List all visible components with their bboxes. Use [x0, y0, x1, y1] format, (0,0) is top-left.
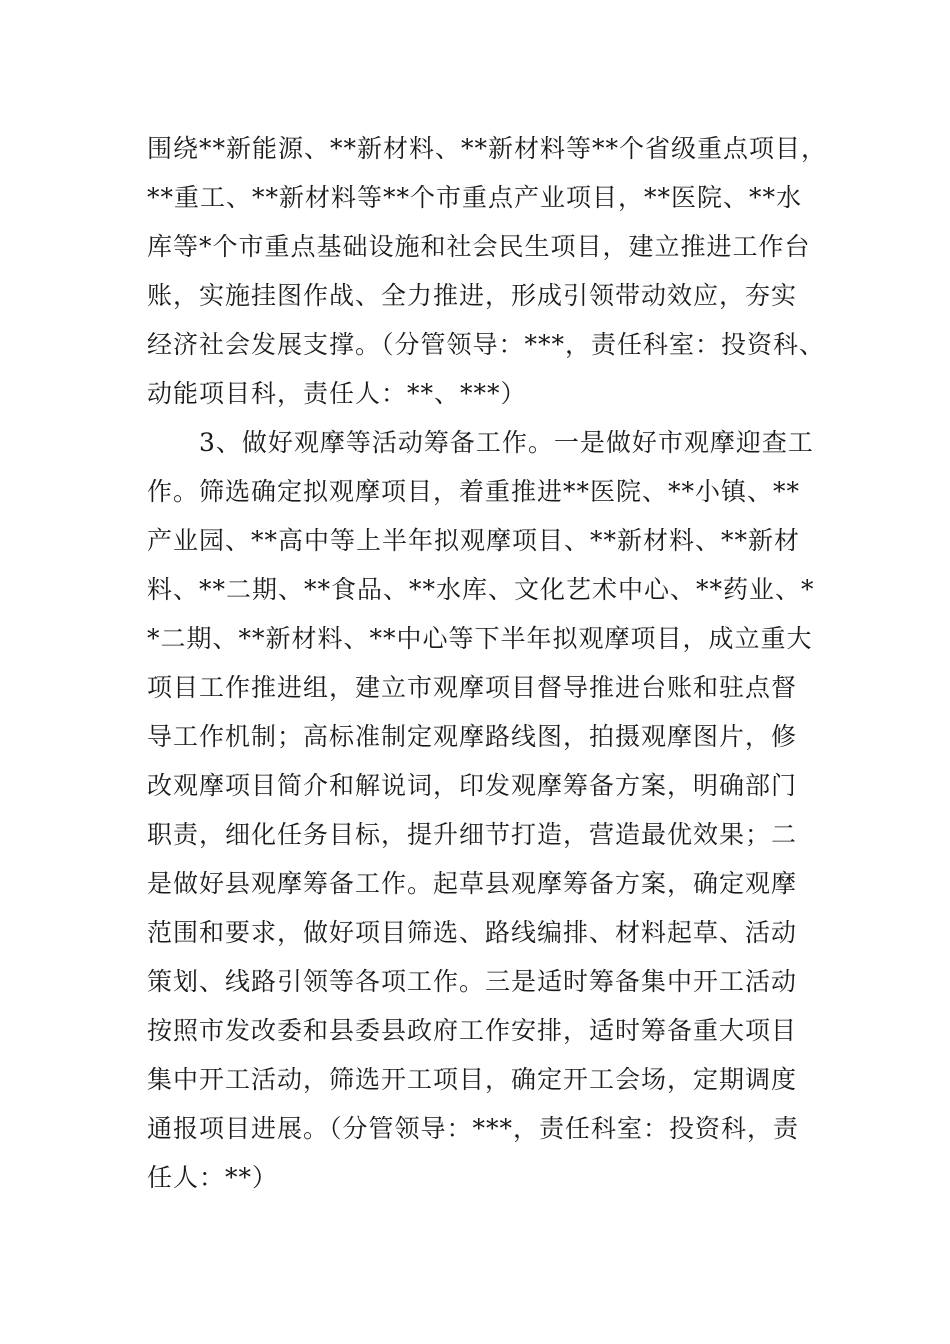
text-line: 改观摩项目简介和解说词，印发观摩筹备方案，明确部门: [147, 771, 798, 800]
text-line: 任人：**）: [147, 1163, 279, 1192]
text-line: 作。筛选确定拟观摩项目，着重推进**医院、**小镇、**: [147, 477, 801, 506]
text-line: 产业园、**高中等上半年拟观摩项目、**新材料、**新材: [147, 526, 801, 555]
text-line: 库等*个市重点基础设施和社会民生项目，建立推进工作台: [147, 232, 811, 261]
text-line: 导工作机制；高标准制定观摩路线图，拍摄观摩图片，修: [147, 722, 798, 751]
text-line: **重工、**新材料等**个市重点产业项目，**医院、**水: [147, 183, 803, 212]
text-line: 是做好县观摩筹备工作。起草县观摩筹备方案，确定观摩: [147, 869, 798, 898]
paragraph-major-projects: [147, 124, 847, 418]
text-line: 动能项目科，责任人：**、***）: [147, 379, 527, 408]
text-line: 范围和要求，做好项目筛选、路线编排、材料起草、活动: [147, 918, 798, 947]
text-line: 按照市发改委和县委县政府工作安排，适时筹备重大项目: [147, 1016, 798, 1045]
text-line: 围绕**新能源、**新材料、**新材料等**个省级重点项目，: [147, 134, 828, 163]
text-line: 策划、线路引领等各项工作。三是适时筹备集中开工活动: [147, 967, 798, 996]
text-line: 经济社会发展支撑。（分管领导：***，责任科室：投资科、: [147, 330, 826, 359]
text-line: 通报项目进展。（分管领导：***，责任科室：投资科，责: [147, 1114, 800, 1143]
text-line-first: 3、做好观摩等活动筹备工作。一是做好市观摩迎查工: [199, 428, 814, 457]
text-line: *二期、**新材料、**中心等下半年拟观摩项目，成立重大: [147, 624, 813, 653]
text-line: 职责，细化任务目标，提升细节打造，营造最优效果；二: [147, 820, 798, 849]
text-line: 项目工作推进组，建立市观摩项目督导推进台账和驻点督: [147, 673, 798, 702]
paragraph-observation-preparation: [147, 418, 847, 1202]
text-line: 账，实施挂图作战、全力推进，形成引领带动效应，夯实: [147, 281, 798, 310]
text-line: 料、**二期、**食品、**水库、文化艺术中心、**药业、*: [147, 575, 815, 604]
text-line: 集中开工活动，筛选开工项目，确定开工会场，定期调度: [147, 1065, 798, 1094]
